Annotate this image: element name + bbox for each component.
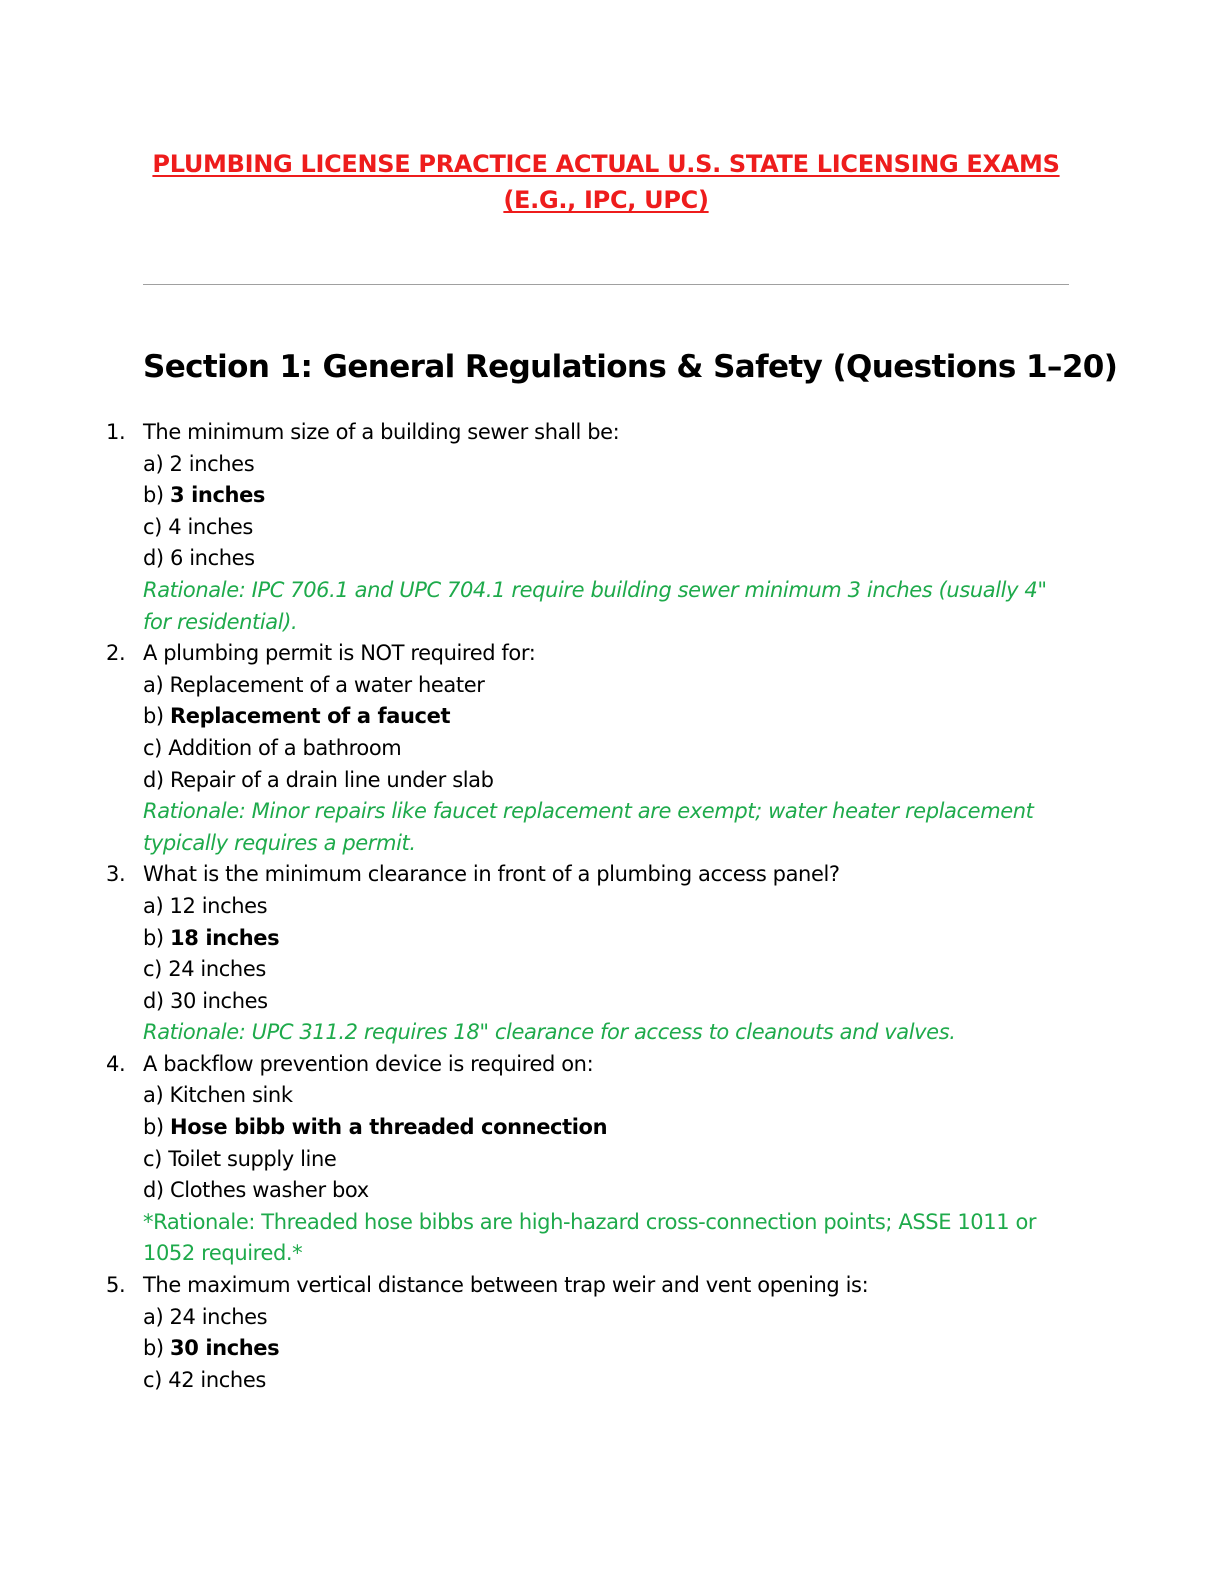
question-number: 5. (106, 1273, 126, 1298)
question-list (106, 417, 1076, 1396)
option-c: c) 24 inches (143, 957, 266, 982)
option-b-correct: b) 30 inches (143, 1336, 280, 1361)
option-b-correct: b) Hose bibb with a threaded connection (143, 1115, 608, 1140)
correct-answer: 30 inches (170, 1336, 280, 1361)
document-title-line-2: (E.G., IPC, UPC) (503, 186, 709, 214)
option-b-correct: b) Replacement of a faucet (143, 704, 451, 729)
question-2 (106, 638, 1076, 859)
option-c: c) 4 inches (143, 514, 253, 539)
document-title-line-1: PLUMBING LICENSE PRACTICE ACTUAL U.S. STATE LICENSING EXAMS (152, 150, 1060, 178)
option-d: d) Repair of a drain line under slab (143, 767, 494, 792)
correct-answer: 3 inches (170, 483, 266, 508)
option-d: d) 30 inches (143, 988, 268, 1013)
option-b-correct: b) 18 inches (143, 925, 280, 950)
option-b-correct: b) 3 inches (143, 483, 266, 508)
option-a: a) Replacement of a water heater (143, 672, 485, 697)
question-text: What is the minimum clearance in front of a plumbing access panel? (143, 862, 840, 887)
option-c: c) 42 inches (143, 1367, 266, 1392)
option-a: a) 24 inches (143, 1304, 268, 1329)
question-text: The maximum vertical distance between trap weir and vent opening is: (143, 1273, 869, 1298)
question-4 (106, 1049, 1076, 1270)
question-3 (106, 859, 1076, 1049)
question-number: 4. (106, 1051, 126, 1076)
rationale: *Rationale: Threaded hose bibbs are high-hazard cross-connection points; ASSE 1011 or 1052 required.* (143, 1209, 1037, 1266)
question-text: A plumbing permit is NOT required for: (143, 641, 536, 666)
question-text: The minimum size of a building sewer shall be: (143, 420, 620, 444)
option-c: c) Addition of a bathroom (143, 735, 402, 760)
option-c: c) Toilet supply line (143, 1146, 337, 1171)
horizontal-divider (143, 284, 1069, 285)
correct-answer: Hose bibb with a threaded connection (170, 1115, 608, 1140)
option-a: a) 12 inches (143, 893, 268, 918)
question-number: 3. (106, 862, 126, 887)
question-number: 2. (106, 641, 126, 666)
option-d: d) 6 inches (143, 546, 255, 571)
rationale: Rationale: Minor repairs like faucet replacement are exempt; water heater replacement typically requires a permit. (143, 799, 1034, 855)
question-text: A backflow prevention device is required on: (143, 1051, 594, 1076)
section-heading: Section 1: General Regulations & Safety (Questions 1–20) (143, 349, 1118, 385)
rationale: Rationale: UPC 311.2 requires 18" clearance for access to cleanouts and valves. (143, 1020, 956, 1045)
question-5 (106, 1270, 1076, 1396)
document-title (143, 146, 1069, 218)
correct-answer: Replacement of a faucet (170, 704, 451, 729)
question-number: 1. (106, 420, 126, 444)
option-a: a) 2 inches (143, 451, 255, 476)
question-1 (106, 417, 1076, 638)
option-a: a) Kitchen sink (143, 1083, 293, 1108)
rationale: Rationale: IPC 706.1 and UPC 704.1 require building sewer minimum 3 inches (usually 4" for residential). (143, 577, 1047, 634)
option-d: d) Clothes washer box (143, 1178, 369, 1203)
correct-answer: 18 inches (170, 925, 280, 950)
